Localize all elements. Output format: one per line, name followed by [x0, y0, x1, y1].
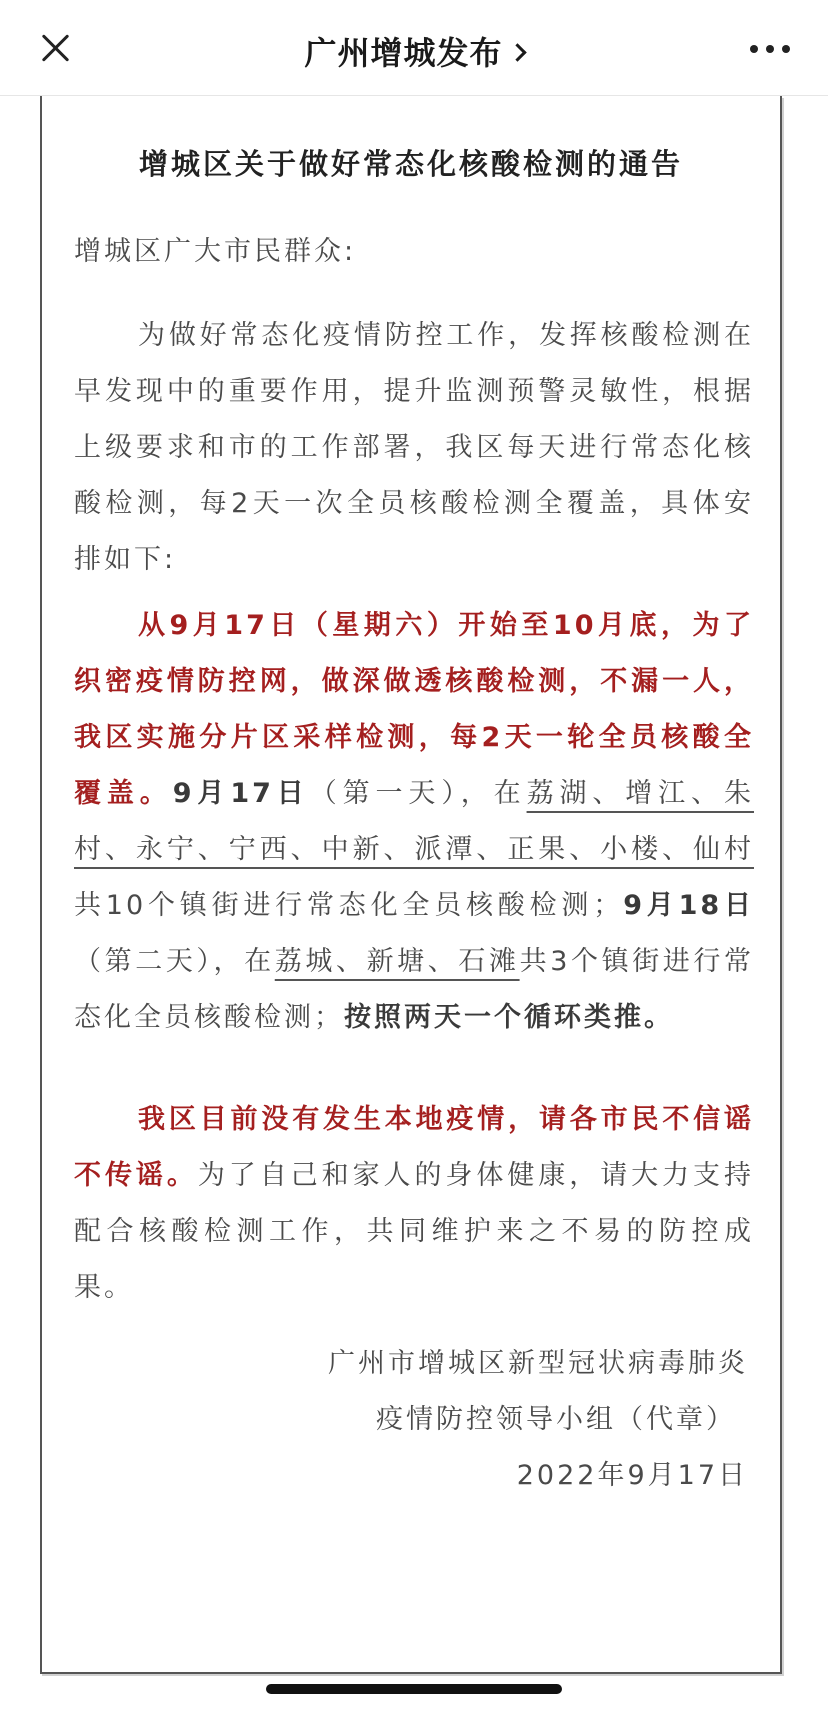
- notice-document: [40, 96, 782, 1674]
- signature-date: 2022年9月17日: [516, 1460, 748, 1491]
- signature-block: [68, 1336, 748, 1504]
- top-nav-bar: [0, 0, 828, 96]
- account-title: 广州增城发布: [304, 34, 503, 72]
- rumor-red-lead: 我区目前没有发生本地疫情，请各市民不信谣不传谣。: [74, 1104, 754, 1191]
- more-icon[interactable]: [750, 45, 790, 53]
- signature-line2: 疫情防控领导小组（代章）: [376, 1404, 736, 1435]
- rumor-rest: 为了自己和家人的身体健康，请大力支持配合核酸检测工作，共同维护来之不易的防控成果。: [74, 1160, 755, 1303]
- paragraph-schedule: [74, 598, 754, 1046]
- salutation: 增城区广大市民群众:: [74, 236, 357, 267]
- account-title-link[interactable]: [0, 28, 828, 74]
- day1-paren: （第一天），在: [309, 778, 527, 809]
- day1-label: 9月17日: [172, 778, 310, 809]
- paragraph-rumor: [74, 1092, 754, 1316]
- chevron-right-icon: [508, 43, 526, 61]
- day2-label: 9月18日: [623, 890, 754, 921]
- home-indicator[interactable]: [266, 1684, 562, 1694]
- day2-paren: （第二天），在: [74, 946, 275, 977]
- day1-towns: 荔湖、增江、朱村、永宁、宁西、中新、派潭、正果、小楼、仙村: [74, 778, 754, 865]
- cycle-note: 按照两天一个循环类推。: [344, 1002, 674, 1033]
- day1-suffix: 共10个镇街进行常态化全员核酸检测；: [74, 890, 624, 921]
- schedule-red-lead: 从9月17日（星期六）开始至10月底，为了织密疫情防控网，做深做透核酸检测，不漏一人，我区实施分片区采样检测，每2天一轮全员核酸全覆盖。: [74, 610, 754, 809]
- day2-towns: 荔城、新塘、石滩: [274, 946, 520, 977]
- day2-suffix: 共3个镇街进行常态化全员核酸检测；: [74, 946, 755, 1033]
- notice-title: 增城区关于做好常态化核酸检测的通告: [138, 147, 683, 181]
- signature-line1: 广州市增城区新型冠状病毒肺炎: [328, 1348, 748, 1379]
- paragraph-intro: 为做好常态化疫情防控工作，发挥核酸检测在早发现中的重要作用，提升监测预警灵敏性，根据上级要求和市的工作部署，我区每天进行常态化核酸检测，每2天一次全员核酸检测全覆盖，具体安排如下:: [74, 320, 754, 575]
